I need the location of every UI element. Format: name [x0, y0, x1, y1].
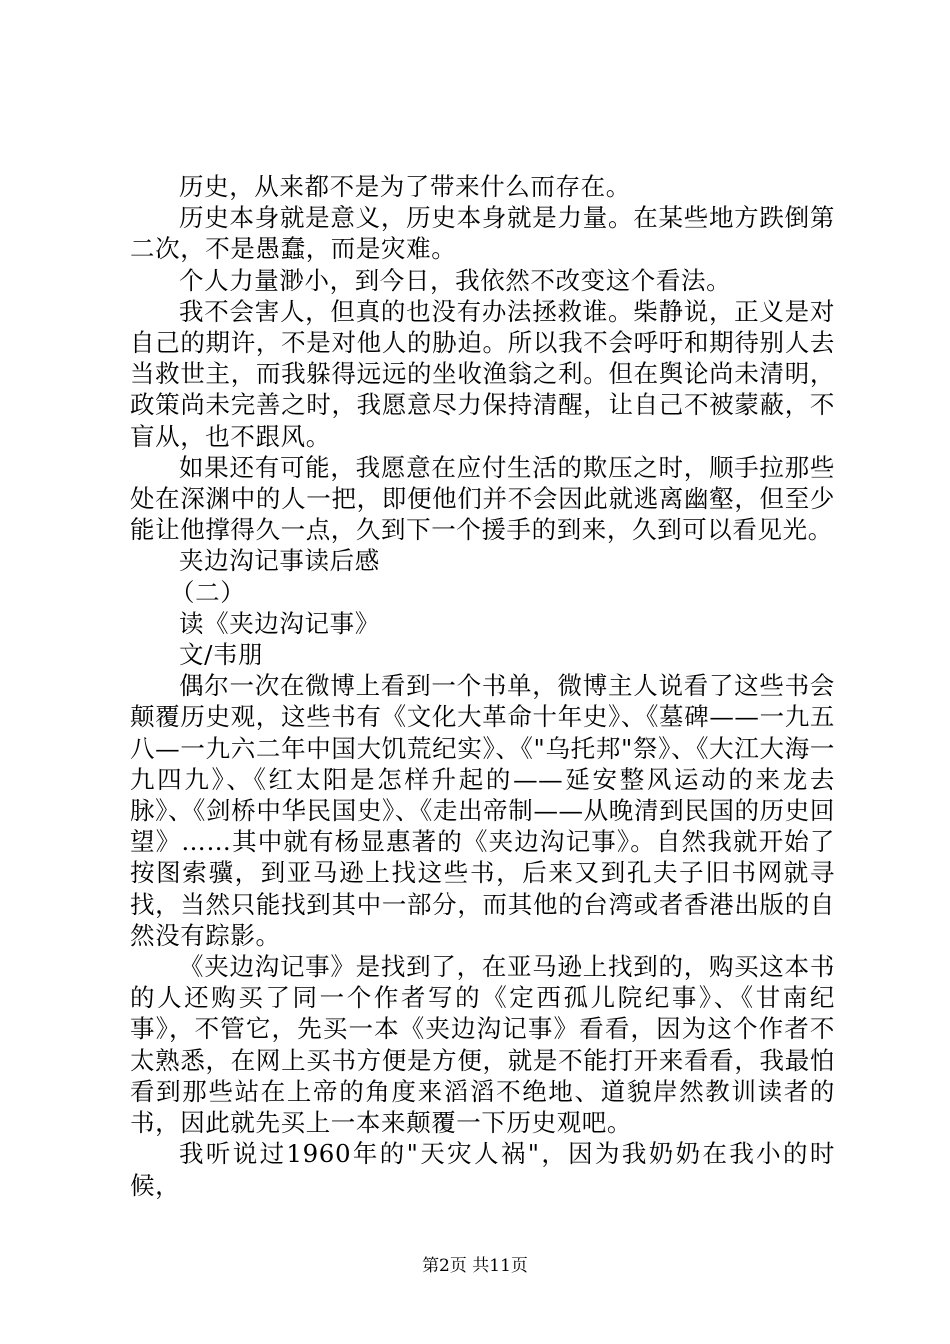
paragraph-1: 历史，从来都不是为了带来什么而存在。 [179, 172, 631, 201]
paragraph-8: 我听说过1960年的"天灾人祸"，因为我奶奶在我小的时候， [130, 1139, 835, 1200]
paragraph-6: 偶尔一次在微博上看到一个书单，微博主人说看了这些书会颠覆历史观，这些书有《文化大革命十年史》、《墓碑——一九五八—一九六二年中国大饥荒纪实》、《"乌托邦"祭》、《大江大海一九四九》、《红太阳是怎样升起的——延安整风运动的来龙去脉》、《剑桥中华民国史》、《走出帝制——从晚清到民国的历史回望》……其中就有杨显惠著的《夹边沟记事》。自然我就开始了按图索骥，到亚马逊上找这些书，后来又到孔夫子旧书网就寻找，当然只能找到其中一部分，而其他的台湾或者香港出版的自然没有踪影。 [130, 671, 835, 950]
page-footer: 第2页 共11页 [422, 1256, 528, 1276]
paragraph-7: 《夹边沟记事》是找到了，在亚马逊上找到的，购买这本书的人还购买了同一个作者写的《定西孤儿院纪事》、《甘南纪事》，不管它，先买一本《夹边沟记事》看看，因为这个作者不太熟悉，在网上买书方便是方便，就是不能打开来看看，我最怕看到那些站在上帝的角度来滔滔不绝地、道貌岸然教训读者的书，因此就先买上一本来颠覆一下历史观吧。 [130, 952, 835, 1138]
paragraph-2: 历史本身就是意义，历史本身就是力量。在某些地方跌倒第二次，不是愚蠢，而是灾难。 [130, 203, 835, 264]
section-number: （二） [170, 577, 246, 607]
document-body [130, 171, 835, 1201]
paragraph-5: 如果还有可能，我愿意在应付生活的欺压之时，顺手拉那些处在深渊中的人一把，即便他们并不会因此就逃离幽壑，但至少能让他撑得久一点，久到下一个援手的到来，久到可以看见光。 [130, 452, 835, 545]
paragraph-4: 我不会害人，但真的也没有办法拯救谁。柴静说，正义是对自己的期许，不是对他人的胁迫。所以我不会呼吁和期待别人去当救世主，而我躲得远远的坐收渔翁之利。但在舆论尚未清明，政策尚未完善之时，我愿意尽力保持清醒，让自己不被蒙蔽，不盲从，也不跟风。 [130, 296, 835, 451]
article-title: 读《夹边沟记事》 [179, 608, 380, 638]
article-author: 文/韦朋 [179, 640, 264, 670]
section-title: 夹边沟记事读后感 [179, 546, 380, 576]
paragraph-3: 个人力量渺小，到今日，我依然不改变这个看法。 [179, 265, 732, 295]
